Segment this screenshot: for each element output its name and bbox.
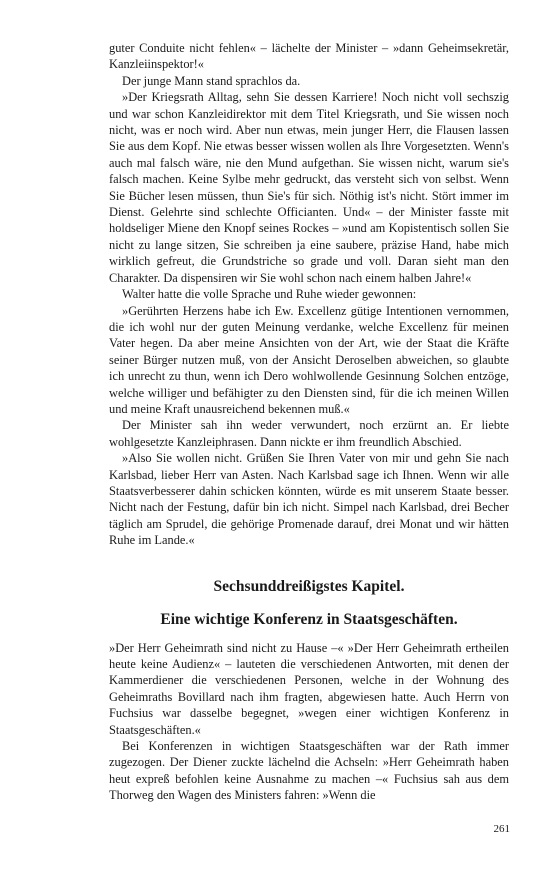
paragraph: »Der Herr Geheimrath sind nicht zu Hause –« »Der Herr Geheimrath ertheilen heute keine Audienz« – lauteten die verschiedenen Antworten, mit denen der Kammerdiener die verschiedenen Personen, welche in der Wohnung des Geheimraths Bovillard nach ihm fragten, abgewiesen hatte. Auch Herrn von Fuchsius war dasselbe begegnet, »wegen einer wichtigen Konferenz in Staatsgeschäften.« xyxy=(109,640,509,737)
paragraph: »Gerührten Herzens habe ich Ew. Excellenz gütige Intentionen vernommen, die ich wohl nur der guten Meinung verdanke, welche Excellenz für meinen Vater hegen. Da aber meine Ansichten von der Art, wie der Staat die Kräfte seiner Bürger nutzen muß, von der Ansicht Deroselben abweichen, so glaubte ich unrecht zu thun, wenn ich Dero wohlwollende Gesinnung Solchen entzöge, welche williger und befähigter zu den Diensten sind, für die ich meinen Willen und meine Kraft unausreichend bekennen muß.« xyxy=(109,303,509,416)
chapter-number: Sechsunddreißigstes Kapitel. xyxy=(213,577,405,595)
paragraph: Der Minister sah ihn weder verwundert, noch erzürnt an. Er liebte wohlgesetzte Kanzleiphrasen. Dann nickte er ihm freundlich Abschied. xyxy=(109,418,509,449)
chapter-title: Eine wichtige Konferenz in Staatsgeschäften. xyxy=(160,610,458,628)
paragraph: Walter hatte die volle Sprache und Ruhe wieder gewonnen: xyxy=(122,287,417,302)
paragraph: Der junge Mann stand sprachlos da. xyxy=(122,73,301,88)
paragraph: Bei Konferenzen in wichtigen Staatsgeschäften war der Rath immer zugezogen. Der Diener zuckte lächelnd die Achseln: »Herr Geheimrath haben heut expreß befohlen keine Ausnahme zu machen –« Fuchsius sah aus dem Thorweg den Wagen des Ministers fahren: »Wenn die xyxy=(109,739,509,803)
book-page xyxy=(109,40,509,804)
paragraph: guter Conduite nicht fehlen« – lächelte der Minister – »dann Geheimsekretär, Kanzleiinspektor!« xyxy=(109,41,509,72)
page-number: 261 xyxy=(493,823,510,835)
paragraph: »Also Sie wollen nicht. Grüßen Sie Ihren Vater von mir und gehn Sie nach Karlsbad, lieber Herr van Asten. Nach Karlsbad sage ich Ihnen. Wenn wir alle Staatsverbesserer dahin schicken könnten, würde es mit unserem Staate besser. Nicht nach der Festung, dafür bin ich nicht. Simpel nach Karlsbad, drei Becher täglich am Sprudel, die gehörige Promenade darauf, drei Monat und wir hätten Ruhe im Lande.« xyxy=(109,451,509,548)
paragraph: »Der Kriegsrath Alltag, sehn Sie dessen Karriere! Noch nicht voll sechszig und war schon Kanzleidirektor mit dem Titel Kriegsrath, und Sie wissen noch nicht, was er noch wird. Aber nun etwas, mein junger Herr, die Flausen lassen Sie aus dem Kopf. Nie etwas besser wissen wollen als Ihre Vorgesetzten. Wenn's auch mal falsch wäre, nie den Mund aufgethan. Sie wissen nicht, warum sie's falsch machen. Keine Sylbe mehr gedruckt, das versteht sich von selbst. Wenn Sie Bücher lesen müssen, thun Sie's für sich. Nöthig ist's nicht. Stört immer im Dienst. Gelehrte sind schlechte Officianten. Und« – der Minister fasste mit holdseliger Miene den Knopf seines Rockes – »und am Kopistentisch sollen Sie nicht zu lange sitzen, Sie schreiben ja eine saubere, präzise Hand, habe mich wirklich gefreut, die Grundstriche so grade und voll. Daran sieht man den Charakter. Da dispensiren wir Sie wohl schon nach einem halben Jahre!« xyxy=(109,90,509,285)
